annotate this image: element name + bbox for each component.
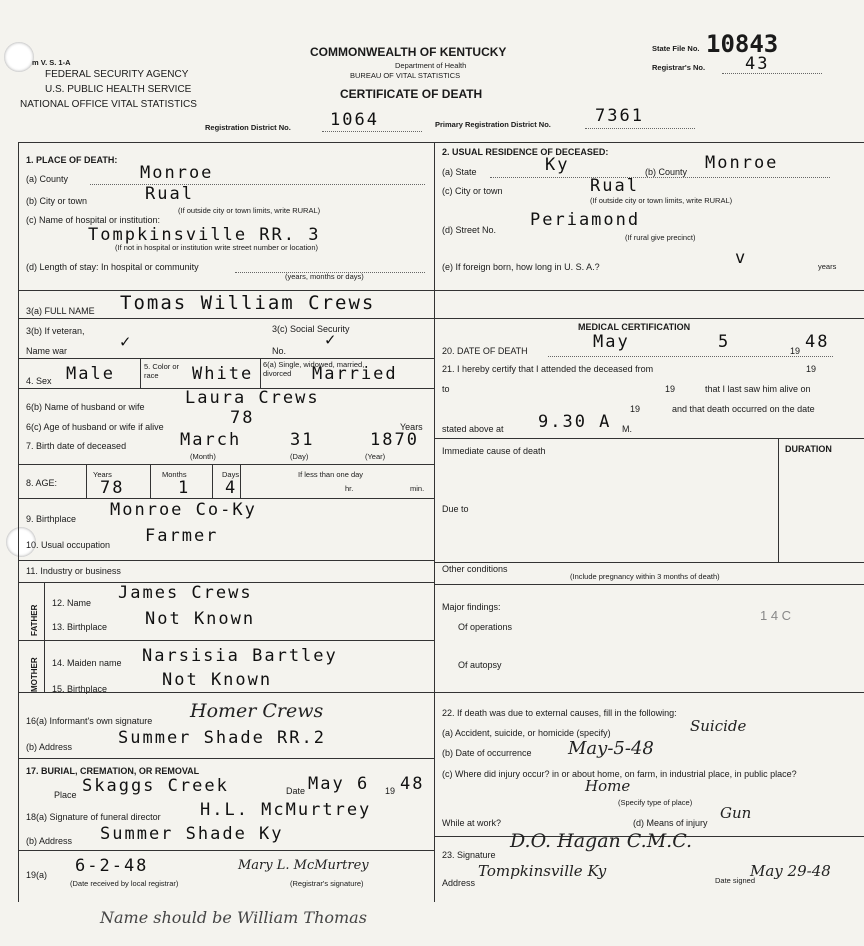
- burial-date-value: May 6: [308, 774, 370, 794]
- residence-city-note: (If outside city or town limits, write RURAL): [590, 196, 733, 205]
- spouse-value: Laura Crews: [185, 388, 320, 408]
- stated-label: stated above at: [442, 424, 504, 434]
- informant-address-value: Summer Shade RR.2: [118, 728, 326, 748]
- street-label: (d) Street No.: [442, 225, 497, 235]
- father-birthplace-label: 13. Birthplace: [52, 622, 108, 632]
- death-city-label: (b) City or town: [26, 196, 88, 206]
- mother-name-label: 14. Maiden name: [52, 658, 122, 668]
- pregnancy-note: (Include pregnancy within 3 months of death): [570, 572, 720, 581]
- registration-district-label: Registration District No.: [205, 123, 291, 132]
- spouse-years-label: Years: [400, 422, 423, 432]
- injury-place-note: (Specify type of place): [618, 798, 693, 807]
- place-of-death-heading: 1. PLACE OF DEATH:: [26, 155, 118, 165]
- certifier-address-value: Tompkinsville Ky: [478, 862, 607, 880]
- hospital-note: (If not in hospital or institution write street number or location): [115, 243, 319, 252]
- death-county-value: Monroe: [140, 163, 214, 183]
- residence-heading: 2. USUAL RESIDENCE OF DECEASED:: [442, 147, 609, 157]
- burial-date-label: Date: [286, 786, 306, 796]
- date-of-occurrence-value: May-5-48: [568, 738, 654, 759]
- time-meridian: M.: [622, 424, 632, 434]
- residence-county-value: Monroe: [705, 153, 779, 173]
- funeral-director-label: 18(a) Signature of funeral director: [26, 812, 161, 822]
- director-address-label: (b) Address: [26, 836, 73, 846]
- birth-day-value: 31: [290, 430, 315, 450]
- age-years-value: 78: [100, 478, 125, 498]
- means-of-injury-label: (d) Means of injury: [633, 818, 708, 828]
- state-file-label: State File No.: [652, 44, 700, 53]
- month-caption: (Month): [190, 452, 216, 461]
- length-of-stay-label: (d) Length of stay: In hospital or community: [26, 262, 199, 272]
- registration-district-value: 1064: [330, 110, 379, 130]
- ss-no-label: No.: [272, 346, 287, 356]
- form-number: m V. S. 1-A: [32, 58, 71, 67]
- death-county-label: (a) County: [26, 174, 69, 184]
- informant-address-label: (b) Address: [26, 742, 73, 752]
- occupation-label: 10. Usual occupation: [26, 540, 111, 550]
- death-day-value: 5: [718, 332, 731, 352]
- mother-birthplace-value: Not Known: [162, 670, 273, 690]
- birth-date-label: 7. Birth date of deceased: [26, 441, 127, 451]
- residence-city-label: (c) City or town: [442, 186, 503, 196]
- age-days-header: Days: [222, 470, 240, 479]
- year-caption: (Year): [365, 452, 386, 461]
- burial-place-value: Skaggs Creek: [82, 776, 229, 796]
- min-label: min.: [410, 484, 425, 493]
- state-file-number: 10843: [706, 30, 779, 58]
- manner-value: Suicide: [690, 717, 747, 735]
- hospital-label: (c) Name of hospital or institution:: [26, 215, 161, 225]
- marital-label: 6(a) Single, widowed, married, divorced: [263, 360, 365, 378]
- mother-birthplace-label: 15. Birthplace: [52, 684, 108, 694]
- marital-value: Married: [312, 364, 398, 384]
- war-label: Name war: [26, 346, 68, 356]
- street-value: Periamond: [530, 210, 641, 230]
- primary-district-label: Primary Registration District No.: [435, 120, 551, 129]
- external-causes-label: 22. If death was due to external causes, fill in the following:: [442, 708, 677, 718]
- informant-signature: Homer Crews: [190, 700, 324, 722]
- state-heading: COMMONWEALTH OF KENTUCKY: [310, 45, 507, 59]
- agency-line-3: NATIONAL OFFICE VITAL STATISTICS: [20, 99, 197, 110]
- registrar-signature-caption: (Registrar's signature): [290, 879, 364, 888]
- foreign-born-value: v: [735, 248, 748, 268]
- birth-year-value: 1870: [370, 430, 419, 450]
- major-findings-label: Major findings:: [442, 602, 501, 612]
- full-name-value: Tomas William Crews: [120, 292, 376, 314]
- attended-label: 21. I hereby certify that I attended the deceased from: [442, 364, 654, 374]
- social-security-label: 3(c) Social Security: [272, 324, 350, 334]
- immediate-cause-label: Immediate cause of death: [442, 446, 546, 456]
- injury-place-value: Home: [585, 777, 631, 795]
- while-at-work-label: While at work?: [442, 818, 502, 828]
- director-address-value: Summer Shade Ky: [100, 824, 284, 844]
- age-months-value: 1: [178, 478, 191, 498]
- date-of-death-label: 20. DATE OF DEATH: [442, 346, 528, 356]
- attended-19: 19: [806, 364, 817, 374]
- death-month-value: May: [593, 332, 630, 352]
- received-label: 19(a): [26, 870, 48, 880]
- duration-header: DURATION: [785, 444, 832, 454]
- manner-label: (a) Accident, suicide, or homicide (specify): [442, 728, 611, 738]
- race-value: White: [192, 364, 254, 384]
- last-seen-label: that I last saw him alive on: [705, 384, 811, 394]
- death-year-value: 48: [805, 332, 830, 352]
- occurred-19: 19: [630, 404, 641, 414]
- operations-label: Of operations: [458, 622, 513, 632]
- foreign-born-unit: years: [818, 262, 837, 271]
- birth-month-value: March: [180, 430, 242, 450]
- operations-value: 1 4 C: [760, 608, 792, 623]
- birthplace-label: 9. Birthplace: [26, 514, 77, 524]
- received-caption: (Date received by local registrar): [70, 879, 179, 888]
- certifier-address-label: Address: [442, 878, 476, 888]
- day-caption: (Day): [290, 452, 309, 461]
- primary-district-value: 7361: [595, 106, 644, 126]
- punch-hole-top: [4, 42, 34, 72]
- age-years-header: Years: [93, 470, 112, 479]
- hospital-value: Tompkinsville RR. 3: [88, 225, 321, 245]
- age-label: 8. AGE:: [26, 478, 58, 488]
- sex-value: Male: [66, 364, 115, 384]
- due-to-label: Due to: [442, 504, 469, 514]
- autopsy-label: Of autopsy: [458, 660, 502, 670]
- mother-side-label: MOTHER: [30, 657, 39, 692]
- residence-state-label: (a) State: [442, 167, 477, 177]
- age-days-value: 4: [225, 478, 238, 498]
- father-name-value: James Crews: [118, 583, 253, 603]
- certificate-title: CERTIFICATE OF DEATH: [340, 87, 483, 101]
- mother-name-value: Narsisia Bartley: [142, 646, 338, 666]
- last-seen-19: 19: [665, 384, 676, 394]
- residence-city-value: Rual: [590, 176, 639, 196]
- spouse-age-value: 78: [230, 408, 255, 428]
- means-of-injury-value: Gun: [720, 804, 752, 822]
- foreign-born-label: (e) If foreign born, how long in U. S. A.?: [442, 262, 600, 272]
- ss-check: ✓: [325, 330, 338, 350]
- sex-label: 4. Sex: [26, 376, 52, 386]
- occupation-value: Farmer: [145, 526, 219, 546]
- veteran-label: 3(b) If veteran,: [26, 326, 85, 336]
- birthplace-value: Monroe Co-Ky: [110, 500, 257, 520]
- spouse-age-label: 6(c) Age of husband or wife if alive: [26, 422, 164, 432]
- registrar-label: Registrar's No.: [652, 63, 706, 72]
- bureau-line: BUREAU OF VITAL STATISTICS: [350, 71, 461, 80]
- time-of-death-value: 9.30 A: [538, 412, 612, 432]
- spouse-label: 6(b) Name of husband or wife: [26, 402, 145, 412]
- registrar-number: 43: [745, 54, 770, 74]
- agency-line-1: FEDERAL SECURITY AGENCY: [45, 69, 189, 80]
- race-label: 5. Color or race: [144, 362, 180, 380]
- date-signed-value: May 29-48: [750, 862, 831, 880]
- father-name-label: 12. Name: [52, 598, 92, 608]
- residence-state-value: Ky: [545, 155, 570, 175]
- date-signed-label: Date signed: [715, 876, 756, 885]
- medical-certification-heading: MEDICAL CERTIFICATION: [578, 322, 691, 332]
- burial-place-label: Place: [54, 790, 77, 800]
- death-city-value: Rual: [145, 184, 194, 204]
- date-of-occurrence-label: (b) Date of occurrence: [442, 748, 532, 758]
- age-months-header: Months: [162, 470, 187, 479]
- burial-heading: 17. BURIAL, CREMATION, OR REMOVAL: [26, 766, 200, 776]
- father-birthplace-value: Not Known: [145, 609, 256, 629]
- other-conditions-label: Other conditions: [442, 564, 508, 574]
- less-than-day-label: If less than one day: [298, 470, 364, 479]
- local-registrar-signature: Mary L. McMurtrey: [238, 858, 369, 873]
- burial-year-value: 48: [400, 774, 425, 794]
- occurred-label: and that death occurred on the date: [672, 404, 815, 414]
- received-date-value: 6-2-48: [75, 856, 149, 876]
- funeral-director-value: H.L. McMurtrey: [200, 800, 372, 820]
- certifier-signature: D.O. Hagan C.M.C.: [510, 830, 693, 852]
- residence-county-label: (b) County: [645, 167, 688, 177]
- death-year-prefix: 19: [790, 346, 801, 356]
- street-note: (If rural give precinct): [625, 233, 696, 242]
- burial-year-prefix: 19: [385, 786, 396, 796]
- agency-line-2: U.S. PUBLIC HEALTH SERVICE: [45, 84, 192, 95]
- hr-label: hr.: [345, 484, 354, 493]
- death-city-note: (If outside city or town limits, write RURAL): [178, 206, 321, 215]
- department-line: Department of Health: [395, 61, 467, 70]
- to-label: to: [442, 384, 450, 394]
- informant-label: 16(a) Informant's own signature: [26, 716, 153, 726]
- industry-label: 11. Industry or business: [26, 566, 121, 576]
- footnote-handwritten: Name should be William Thomas: [100, 908, 367, 927]
- father-side-label: FATHER: [30, 604, 39, 636]
- injury-place-label: (c) Where did injury occur? in or about home, on farm, in industrial place, in public place?: [442, 769, 797, 779]
- certifier-signature-label: 23. Signature: [442, 850, 496, 860]
- war-check: ✓: [120, 332, 133, 352]
- length-of-stay-note: (years, months or days): [285, 272, 364, 281]
- full-name-label: 3(a) FULL NAME: [26, 306, 95, 316]
